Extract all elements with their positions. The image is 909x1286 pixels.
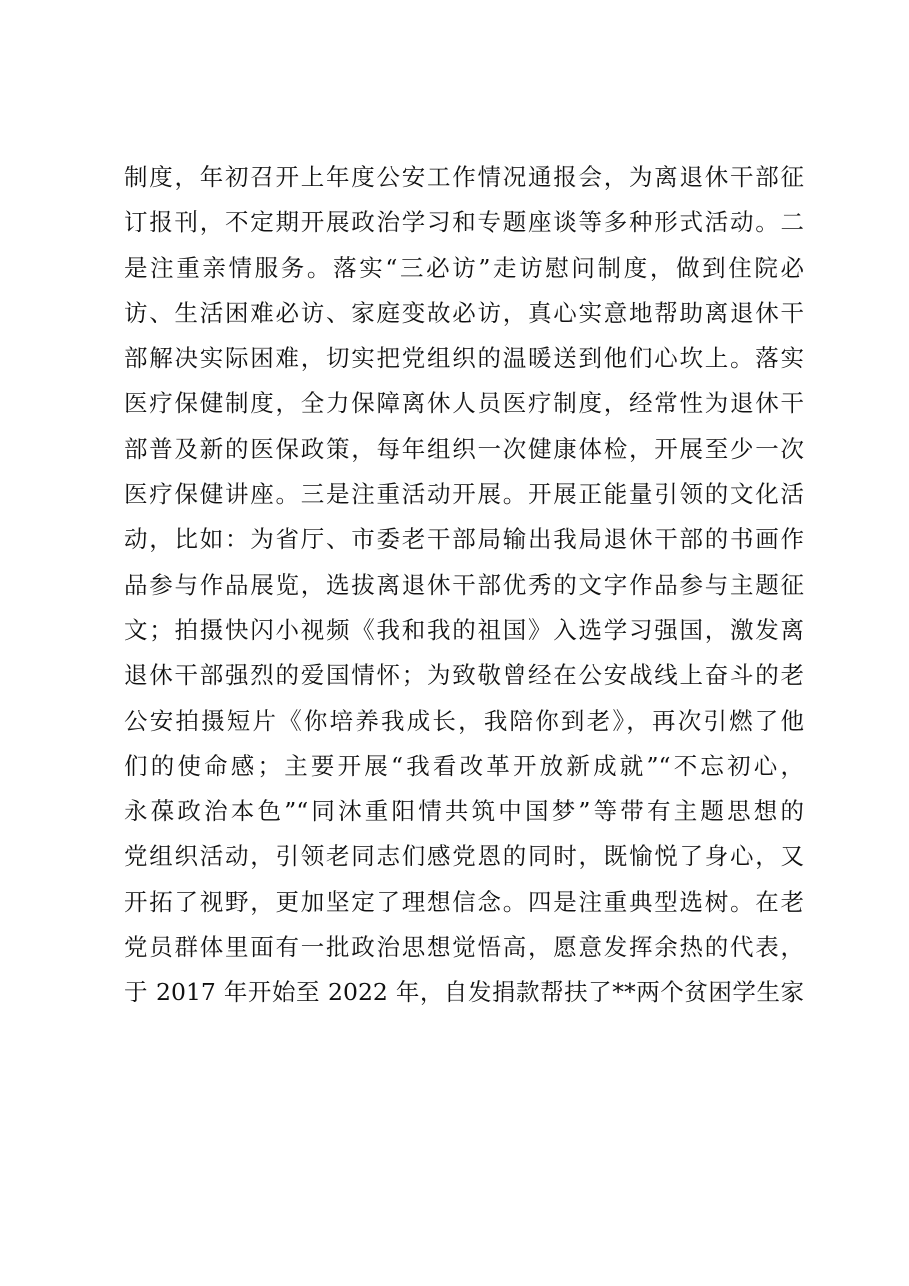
text-line: 党组织活动，引领老同志们感党恩的同时，既愉悦了身心，又 xyxy=(124,842,804,871)
text-line: 制度，年初召开上年度公安工作情况通报会，为离退休干部征 xyxy=(124,163,804,191)
text-line: 于 2017 年开始至 2022 年，自发捐款帮扶了**两个贫困学生家 xyxy=(124,978,804,1007)
text-line: 订报刊，不定期开展政治学习和专题座谈等多种形式活动。二 xyxy=(124,208,804,237)
text-line: 品参与作品展览，选拔离退休干部优秀的文字作品参与主题征 xyxy=(124,570,804,599)
text-line: 访、生活困难必访、家庭变故必访，真心实意地帮助离退休干 xyxy=(124,298,804,327)
text-line: 永葆政治本色”“同沐重阳情共筑中国梦”等带有主题思想的 xyxy=(124,797,804,826)
text-line: 部普及新的医保政策，每年组织一次健康体检，开展至少一次 xyxy=(124,434,804,463)
text-line: 们的使命感；主要开展“我看改革开放新成就”“不忘初心， xyxy=(124,751,804,780)
text-line: 动，比如：为省厅、市委老干部局输出我局退休干部的书画作 xyxy=(124,525,804,554)
text-line: 党员群体里面有一批政治思想觉悟高，愿意发挥余热的代表， xyxy=(124,933,804,962)
text-line: 医疗保健制度，全力保障离休人员医疗制度，经常性为退休干 xyxy=(124,389,804,418)
text-line: 退休干部强烈的爱国情怀；为致敬曾经在公安战线上奋斗的老 xyxy=(124,661,804,690)
body-text xyxy=(124,155,804,1016)
text-line: 是注重亲情服务。落实“三必访”走访慰问制度，做到住院必 xyxy=(124,253,804,282)
text-line: 医疗保健讲座。三是注重活动开展。开展正能量引领的文化活 xyxy=(124,480,804,509)
text-line: 部解决实际困难，切实把党组织的温暖送到他们心坎上。落实 xyxy=(124,344,804,373)
text-line: 开拓了视野，更加坚定了理想信念。四是注重典型选树。在老 xyxy=(124,887,804,916)
text-line: 文；拍摄快闪小视频《我和我的祖国》入选学习强国，激发离 xyxy=(124,615,804,644)
text-line: 公安拍摄短片《你培养我成长，我陪你到老》，再次引燃了他 xyxy=(124,706,804,735)
